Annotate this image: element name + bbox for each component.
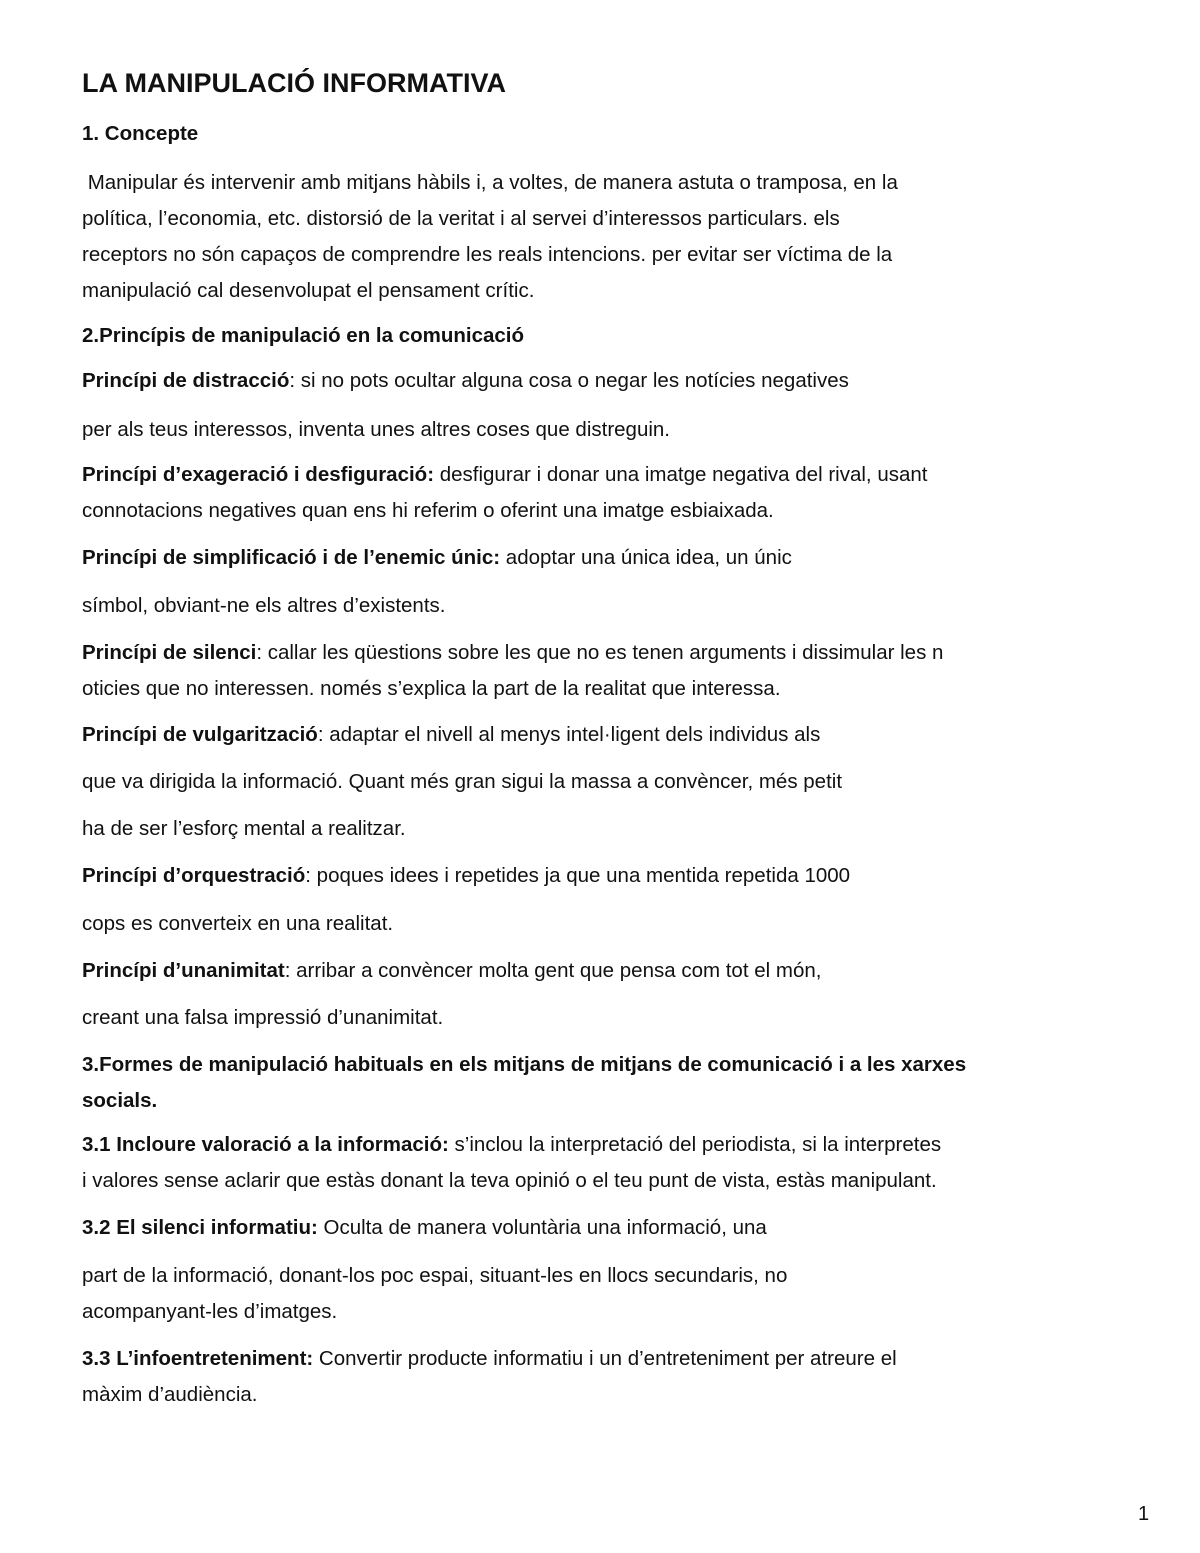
principle-text: : callar les qüestions sobre les que no es tenen arguments i dissimular les n	[256, 641, 944, 664]
text-line: ha de ser l’esforç mental a realitzar.	[82, 817, 406, 840]
principle-label: Princípi de silenci	[82, 641, 257, 664]
principle-text: : poques idees i repetides ja que una mentida repetida 1000	[305, 864, 851, 887]
principle-unanimity-cont	[82, 1000, 1122, 1036]
principle-text: desfigurar i donar una imatge negativa del rival, usant	[434, 463, 928, 486]
text-line: per als teus interessos, inventa unes altres coses que distreguin.	[82, 418, 670, 441]
principle-distraction-cont	[82, 412, 1122, 448]
principle-vulgarization-cont2	[82, 811, 1122, 847]
subsection-text: s’inclou la interpretació del periodista, si la interpretes	[448, 1133, 942, 1156]
subsection-label: 3.2 El silenci informatiu:	[82, 1216, 318, 1239]
principle-orchestration-cont	[82, 906, 1122, 942]
principle-exaggeration	[82, 457, 1122, 529]
principle-simplification	[82, 540, 1122, 576]
principle-label: Princípi d’exageració i desfiguració:	[82, 463, 435, 486]
section-3-heading	[82, 1047, 1122, 1119]
text-line: política, l’economia, etc. distorsió de la veritat i al servei d’interessos particulars. els	[82, 207, 840, 230]
text-line: acompanyant-les d’imatges.	[82, 1300, 338, 1323]
text-line: connotacions negatives quan ens hi referim o oferint una imatge esbiaixada.	[82, 499, 774, 522]
text-line: que va dirigida la informació. Quant més gran sigui la massa a convèncer, més petit	[82, 770, 843, 793]
section-1-heading: 1. Concepte	[82, 122, 199, 145]
principle-text: : arribar a convèncer molta gent que pensa com tot el món,	[284, 959, 822, 982]
subsection-3-3	[82, 1341, 1122, 1413]
text-line: màxim d’audiència.	[82, 1383, 258, 1406]
principle-label: Princípi d’unanimitat	[82, 959, 285, 982]
page-number: 1	[1138, 1503, 1150, 1525]
subsection-3-1	[82, 1127, 1122, 1199]
principle-label: Princípi de vulgarització	[82, 723, 318, 746]
section-2-heading: 2.Princípis de manipulació en la comunicació	[82, 324, 525, 347]
subsection-label: 3.3 L’infoentreteniment:	[82, 1347, 314, 1370]
text-line: cops es converteix en una realitat.	[82, 912, 394, 935]
principle-label: Princípi de distracció	[82, 369, 290, 392]
text-line: manipulació cal desenvolupat el pensament crític.	[82, 279, 535, 302]
principle-vulgarization	[82, 717, 1122, 753]
principle-text: : si no pots ocultar alguna cosa o negar les notícies negatives	[289, 369, 849, 392]
subsection-3-2	[82, 1210, 1122, 1246]
principle-text: adoptar una única idea, un únic	[500, 546, 792, 569]
heading-line: socials.	[82, 1089, 158, 1112]
principle-unanimity	[82, 953, 1122, 989]
principle-distraction	[82, 363, 1122, 399]
text-line: i valores sense aclarir que estàs donant la teva opinió o el teu punt de vista, estàs manipulant.	[82, 1169, 937, 1192]
text-line: part de la informació, donant-los poc espai, situant-les en llocs secundaris, no	[82, 1264, 788, 1287]
principle-simplification-cont	[82, 588, 1122, 624]
principle-label: Princípi de simplificació i de l’enemic únic:	[82, 546, 501, 569]
principle-text: : adaptar el nivell al menys intel·ligent dels individus als	[317, 723, 821, 746]
principle-orchestration	[82, 858, 1122, 894]
document-title: LA MANIPULACIÓ INFORMATIVA	[82, 68, 506, 98]
heading-line: 3.Formes de manipulació habituals en els mitjans de mitjans de comunicació i a les xarxes	[82, 1053, 967, 1076]
principle-vulgarization-cont	[82, 764, 1122, 800]
principle-silence	[82, 635, 1122, 707]
text-line: Manipular és intervenir amb mitjans hàbils i, a voltes, de manera astuta o tramposa, en la	[82, 171, 898, 194]
subsection-3-2-cont	[82, 1258, 1122, 1330]
text-line: creant una falsa impressió d’unanimitat.	[82, 1006, 444, 1029]
section-1-paragraph	[82, 165, 1122, 309]
text-line: receptors no són capaços de comprendre les reals intencions. per evitar ser víctima de la	[82, 243, 893, 266]
text-line: símbol, obviant-ne els altres d’existents.	[82, 594, 446, 617]
principle-label: Princípi d’orquestració	[82, 864, 306, 887]
subsection-text: Convertir producte informatiu i un d’entreteniment per atreure el	[313, 1347, 897, 1370]
subsection-label: 3.1 Incloure valoració a la informació:	[82, 1133, 449, 1156]
text-line: oticies que no interessen. només s’explica la part de la realitat que interessa.	[82, 677, 781, 700]
subsection-text: Oculta de manera voluntària una informació, una	[317, 1216, 767, 1239]
